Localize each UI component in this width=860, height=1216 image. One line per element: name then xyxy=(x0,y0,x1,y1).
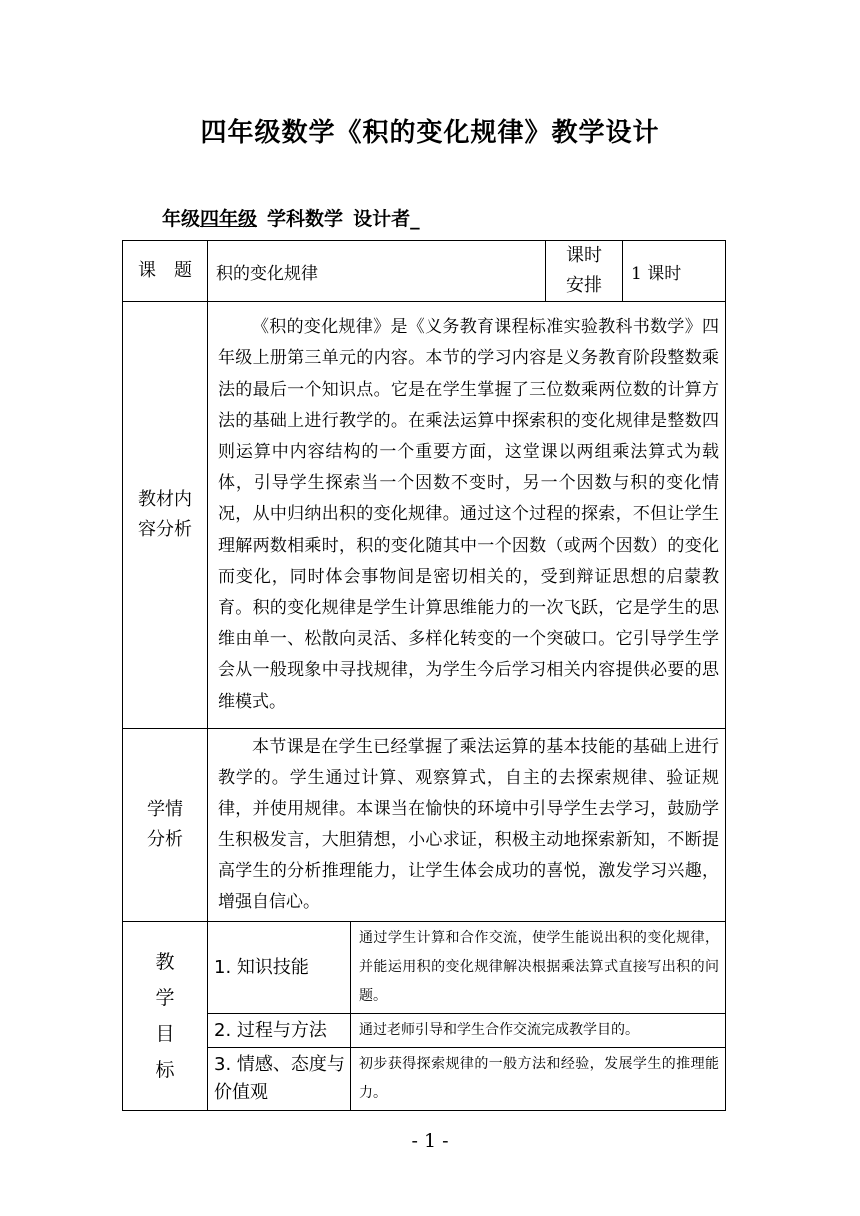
grade-value: 四年级 xyxy=(200,208,258,230)
page-number: - 1 - xyxy=(411,1130,449,1152)
hours-label-line1: 课时 xyxy=(566,245,602,266)
objectives-char: 学 xyxy=(155,987,175,1009)
student-analysis-row xyxy=(123,729,726,922)
objective-text-emotion: 初步获得探索规律的一般方法和经验，发展学生的推理能力。 xyxy=(351,1048,726,1111)
objectives-char: 目 xyxy=(155,1023,175,1045)
lesson-design-table xyxy=(122,240,726,1111)
student-analysis-label xyxy=(123,729,208,922)
content-analysis-label xyxy=(123,302,208,729)
topic-row xyxy=(123,241,726,302)
hours-value: 1 课时 xyxy=(623,241,726,302)
objective-label-knowledge: 1. 知识技能 xyxy=(208,922,351,1014)
meta-line xyxy=(162,204,420,231)
objective-row xyxy=(123,1048,726,1111)
grade-label: 年级 xyxy=(162,208,201,230)
content-analysis-text: 《积的变化规律》是《义务教育课程标准实验教科书数学》四年级上册第三单元的内容。本节的学习内容是义务教育阶段整数乘法的最后一个知识点。它是在学生掌握了三位数乘两位数的计算方法的基础上进行教学的。在乘法运算中探索积的变化规律是整数四则运算中内容结构的一个重要方面，这堂课以两组乘法算式为载体，引导学生探索当一个因数不变时，另一个因数与积的变化情况，从中归纳出积的变化规律。通过这个过程的探索，不但让学生理解两数相乘时，积的变化随其中一个因数（或两个因数）的变化而变化，同时体会事物间是密切相关的，受到辩证思想的启蒙教育。积的变化规律是学生计算思维能力的一次飞跃，它是学生的思维由单一、松散向灵活、多样化转变的一个突破口。它引导学生学会从一般现象中寻找规律，为学生今后学习相关内容提供必要的思维模式。 xyxy=(208,302,726,729)
hours-label xyxy=(546,241,623,302)
objective-text-knowledge: 通过学生计算和合作交流，使学生能说出积的变化规律，并能运用积的变化规律解决根据乘法算式直接写出积的问题。 xyxy=(351,922,726,1014)
content-label-line1: 教材内 xyxy=(138,489,192,510)
topic-label: 课 题 xyxy=(123,241,208,302)
objectives-char: 教 xyxy=(155,951,175,973)
content-label-line2: 容分析 xyxy=(138,519,192,540)
subject-value: 数学 xyxy=(305,208,344,230)
student-analysis-text: 本节课是在学生已经掌握了乘法运算的基本技能的基础上进行教学的。学生通过计算、观察算式，自主的去探索规律、验证规律，并使用规律。本课当在愉快的环境中引导学生去学习，鼓励学生积极发言，大胆猜想，小心求证，积极主动地探索新知，不断提高学生的分析推理能力，让学生体会成功的喜悦，激发学习兴趣，增强自信心。 xyxy=(208,729,726,922)
objectives-char: 标 xyxy=(155,1059,175,1081)
objective-text-process: 通过老师引导和学生合作交流完成教学目的。 xyxy=(351,1014,726,1048)
student-label-line2: 分析 xyxy=(147,829,183,850)
subject-label: 学科 xyxy=(267,208,306,230)
content-analysis-row xyxy=(123,302,726,729)
objectives-label xyxy=(123,922,208,1111)
objective-label-process: 2. 过程与方法 xyxy=(208,1014,351,1048)
student-label-line1: 学情 xyxy=(147,799,183,820)
objective-row xyxy=(123,1014,726,1048)
designer-label: 设计者_ xyxy=(353,208,420,230)
topic-value: 积的变化规律 xyxy=(208,241,546,302)
hours-label-line2: 安排 xyxy=(566,275,602,296)
objective-row xyxy=(123,922,726,1014)
objective-label-emotion: 3. 情感、态度与价值观 xyxy=(208,1048,351,1111)
document-title: 四年级数学《积的变化规律》教学设计 xyxy=(200,118,660,148)
